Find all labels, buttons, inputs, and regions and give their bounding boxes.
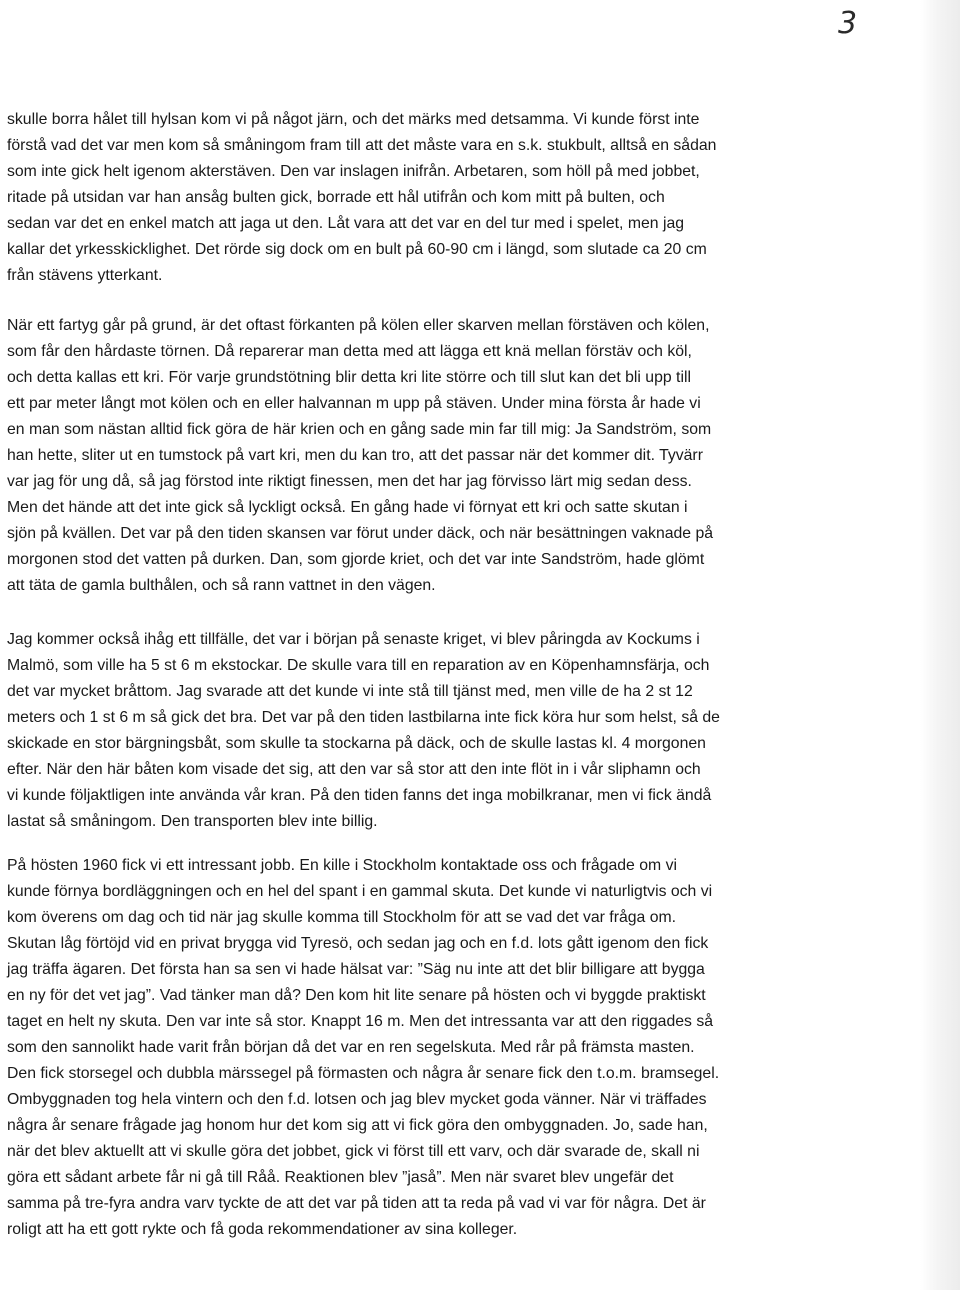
text-line: en man som nästan alltid fick göra de här krien och en gång sade min far till mig: Ja Sandström, som: [7, 421, 712, 438]
text-line: det var mycket bråttom. Jag svarade att det kunde vi inte stå till tjänst med, men ville de ha 2 st 12: [7, 683, 693, 700]
text-line: han hette, sliter ut en tumstock på vart kri, men du kan tro, att det passar när det kommer dit. Tyvärr: [7, 447, 703, 464]
text-line: kallar det yrkesskicklighet. Det rörde sig dock om en bult på 60-90 cm i längd, som slutade ca 20 cm: [7, 241, 707, 258]
text-line: morgonen stod det vatten på durken. Dan, som gjorde kriet, och det var inte Sandström, hade glömt: [7, 551, 705, 568]
text-line: en ny för det vet jag”. Vad tänker man då? Den kom hit lite senare på hösten och vi byggde praktiskt: [7, 987, 706, 1004]
text-line: Men det hände att det inte gick så lyckligt också. En gång hade vi förnyat ett kri och satte skutan i: [7, 499, 688, 516]
text-line: På hösten 1960 fick vi ett intressant jobb. En kille i Stockholm kontaktade oss och frågade om vi: [7, 857, 677, 874]
text-line: Jag kommer också ihåg ett tillfälle, det var i början på senaste kriget, vi blev påringda av Kockums i: [7, 631, 700, 648]
text-line: som får den hårdaste törnen. Då reparerar man detta med att lägga ett knä mellan förstäv och köl,: [7, 343, 692, 360]
paragraph-1: [7, 107, 807, 289]
text-line: meters och 1 st 6 m så gick det bra. Det var på den tiden lastbilarna inte fick köra hur som helst, så de: [7, 709, 720, 726]
text-line: ritade på utsidan var han ansåg bulten gick, borrade ett hål utifrån och kom mitt på bulten, och: [7, 189, 665, 206]
text-line: Malmö, som ville ha 5 st 6 m ekstockar. De skulle vara till en reparation av en Köpenhamnsfärja, och: [7, 657, 710, 674]
text-line: samma på tre-fyra andra varv tyckte de att det var på tiden att ta reda på vad vi var för några. Det är: [7, 1195, 706, 1212]
text-line: vi kunde följaktligen inte använda vår kran. På den tiden fanns det inga mobilkranar, men vi fick ändå: [7, 787, 712, 804]
text-line: från stävens ytterkant.: [7, 267, 163, 284]
text-line: kom överens om dag och tid när jag skulle komma till Stockholm för att se vad det var fråga om.: [7, 909, 677, 926]
text-line: ett par meter långt mot kölen och en eller halvannan m upp på stäven. Under mina första år hade vi: [7, 395, 701, 412]
text-line: Den fick storsegel och dubbla märssegel på förmasten och några år senare fick den t.o.m. bramsegel.: [7, 1065, 720, 1082]
text-line: När ett fartyg går på grund, är det oftast förkanten på kölen eller skarven mellan förstäven och kölen,: [7, 317, 710, 334]
text-line: som den sannolikt hade varit från början då det var en ren segelskuta. Med rår på främsta masten.: [7, 1039, 695, 1056]
scan-edge-shadow: [920, 0, 960, 1290]
text-line: lastat så småningom. Den transporten blev inte billig.: [7, 813, 378, 830]
text-line: skulle borra hålet till hylsan kom vi på något järn, och det märks med detsamma. Vi kunde först inte: [7, 111, 700, 128]
text-line: att täta de gamla bulthålen, och så rann vattnet in den vägen.: [7, 577, 436, 594]
text-line: skickade en stor bärgningsbåt, som skulle ta stockarna på däck, och de skulle lastas kl. 4 morgonen: [7, 735, 706, 752]
page-number: 3: [838, 6, 858, 41]
text-line: roligt att ha ett gott rykte och få goda rekommendationer av sina kolleger.: [7, 1221, 518, 1238]
text-line: sedan var det en enkel match att jaga ut den. Låt vara att det var en del tur med i spelet, men jag: [7, 215, 685, 232]
paragraph-3: [7, 627, 807, 835]
paragraph-2: [7, 313, 807, 599]
text-line: några år senare frågade jag honom hur det kom sig att vi fick göra den ombyggnaden. Jo, sade han,: [7, 1117, 708, 1134]
text-line: förstå vad det var men kom så småningom fram till att det måste vara en s.k. stukbult, alltså en sådan: [7, 137, 717, 154]
text-line: Ombyggnaden tog hela vintern och den f.d. lotsen och jag blev mycket goda vänner. När vi träffades: [7, 1091, 707, 1108]
text-line: och detta kallas ett kri. För varje grundstötning blir detta kri lite större och till slut kan det bli upp till: [7, 369, 691, 386]
text-line: sjön på kvällen. Det var på den tiden skansen var förut under däck, och när besättningen vaknade på: [7, 525, 714, 542]
text-line: jag träffa ägaren. Det första han sa sen vi hade hälsat var: ”Säg nu inte att det blir billigare att bygga: [7, 961, 705, 978]
text-line: kunde förnya bordläggningen och en hel del spant i en gammal skuta. Det kunde vi naturligtvis och vi: [7, 883, 713, 900]
text-line: var jag för ung då, så jag förstod inte riktigt finessen, men det har jag förvisso lärt mig sedan dess.: [7, 473, 692, 490]
paragraph-4: [7, 853, 807, 1243]
text-line: när det blev aktuellt att vi skulle göra det jobbet, gick vi först till ett varv, och där svarade de, skall ni: [7, 1143, 700, 1160]
text-line: taget en helt ny skuta. Den var inte så stor. Knappt 16 m. Men det intressanta var att den riggades så: [7, 1013, 714, 1030]
text-line: som inte gick helt igenom akterstäven. Den var inslagen inifrån. Arbetaren, som höll på med jobbet,: [7, 163, 700, 180]
text-line: efter. När den här båten kom visade det sig, att den var så stor att den inte flöt in i vår sliphamn och: [7, 761, 701, 778]
text-line: Skutan låg förtöjd vid en privat brygga vid Tyresö, och sedan jag och en f.d. lots gått igenom den fick: [7, 935, 709, 952]
text-line: göra ett sådant arbete får ni gå till Råå. Reaktionen blev ”jaså”. Men när svaret blev ungefär det: [7, 1169, 674, 1186]
